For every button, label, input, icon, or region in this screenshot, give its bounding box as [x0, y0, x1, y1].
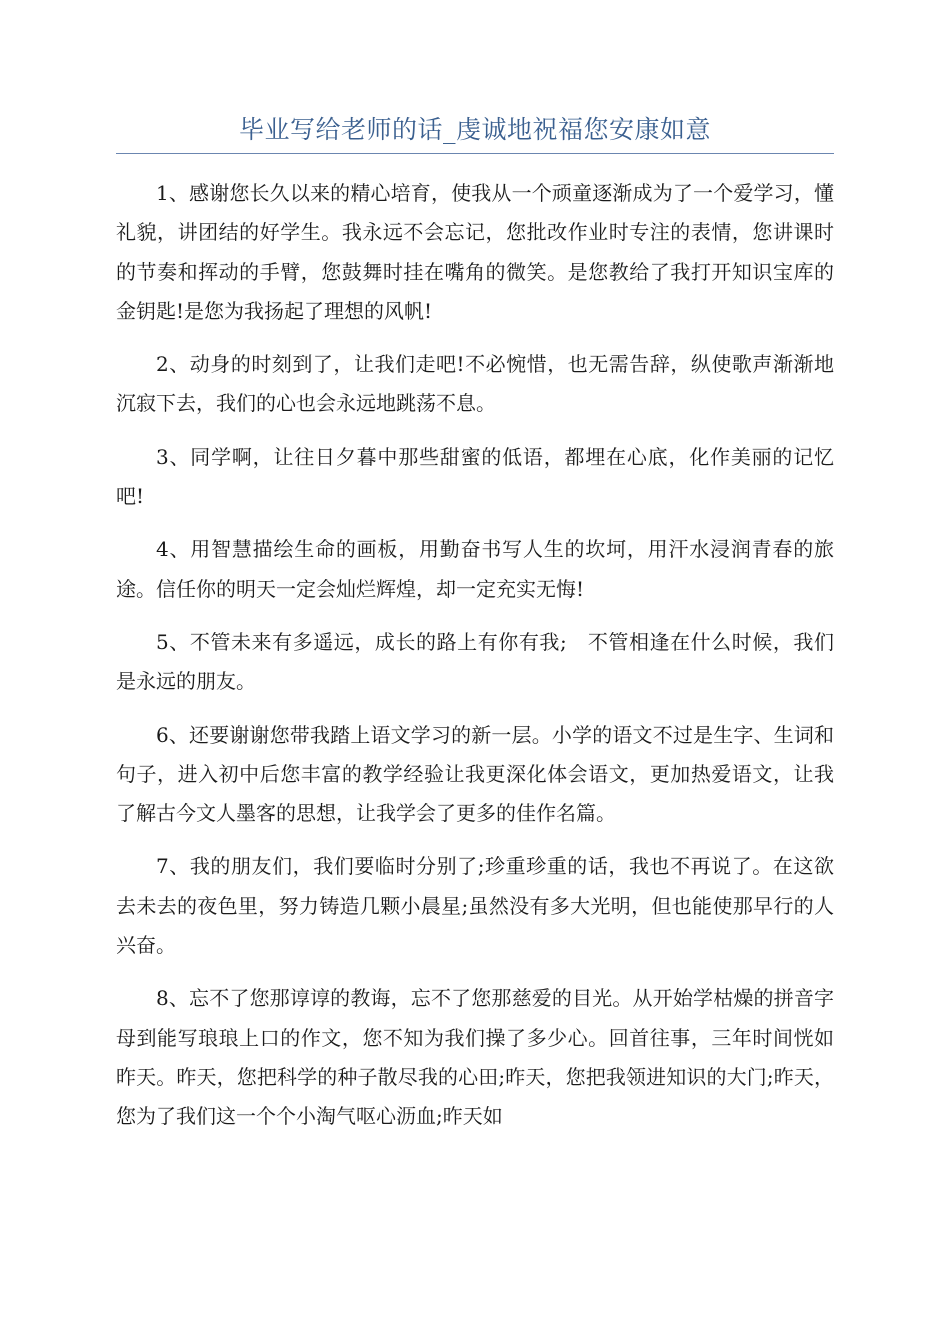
title-underline — [116, 153, 834, 154]
document-title: 毕业写给老师的话_虔诚地祝福您安康如意 — [238, 115, 711, 144]
paragraph-3: 3、同学啊，让往日夕暮中那些甜蜜的低语，都埋在心底，化作美丽的记忆吧! — [116, 444, 834, 509]
paragraph-4: 4、用智慧描绘生命的画板，用勤奋书写人生的坎坷，用汗水浸润青春的旅途。信任你的明天一定会灿烂辉煌，却一定充实无悔! — [116, 537, 834, 601]
paragraph-1: 1、感谢您长久以来的精心培育，使我从一个顽童逐渐成为了一个爱学习，懂礼貌，讲团结的好学生。我永远不会忘记，您批改作业时专注的表情，您讲课时的节奏和挥动的手臂，您鼓舞时挂在嘴角的微笑。是您教给了我打开知识宝库的金钥匙!是您为我扬起了理想的风帆! — [116, 181, 834, 323]
paragraph-2: 2、动身的时刻到了，让我们走吧!不必惋惜，也无需告辞，纵使歌声渐渐地沉寂下去，我们的心也会永远地跳荡不息。 — [116, 352, 834, 416]
paragraph-5: 5、不管未来有多遥远，成长的路上有你有我; 不管相逢在什么时候，我们是永远的朋友。 — [116, 629, 834, 694]
paragraph-8: 8、忘不了您那谆谆的教诲，忘不了您那慈爱的目光。从开始学枯燥的拼音字母到能写琅琅上口的作文，您不知为我们操了多少心。回首往事，三年时间恍如昨天。昨天，您把科学的种子散尽我的心田;昨天，您把我领进知识的大门;昨天，您为了我们这一个个小淘气呕心沥血;昨天如 — [116, 986, 834, 1129]
paragraph-6: 6、还要谢谢您带我踏上语文学习的新一层。小学的语文不过是生字、生词和句子，进入初中后您丰富的教学经验让我更深化体会语文，更加热爱语文，让我了解古今文人墨客的思想，让我学会了更多的佳作名篇。 — [116, 722, 834, 826]
document-body — [116, 174, 834, 1151]
paragraph-7: 7、我的朋友们，我们要临时分别了;珍重珍重的话，我也不再说了。在这欲去未去的夜色里，努力铸造几颗小晨星;虽然没有多大光明，但也能使那早行的人兴奋。 — [116, 854, 834, 958]
